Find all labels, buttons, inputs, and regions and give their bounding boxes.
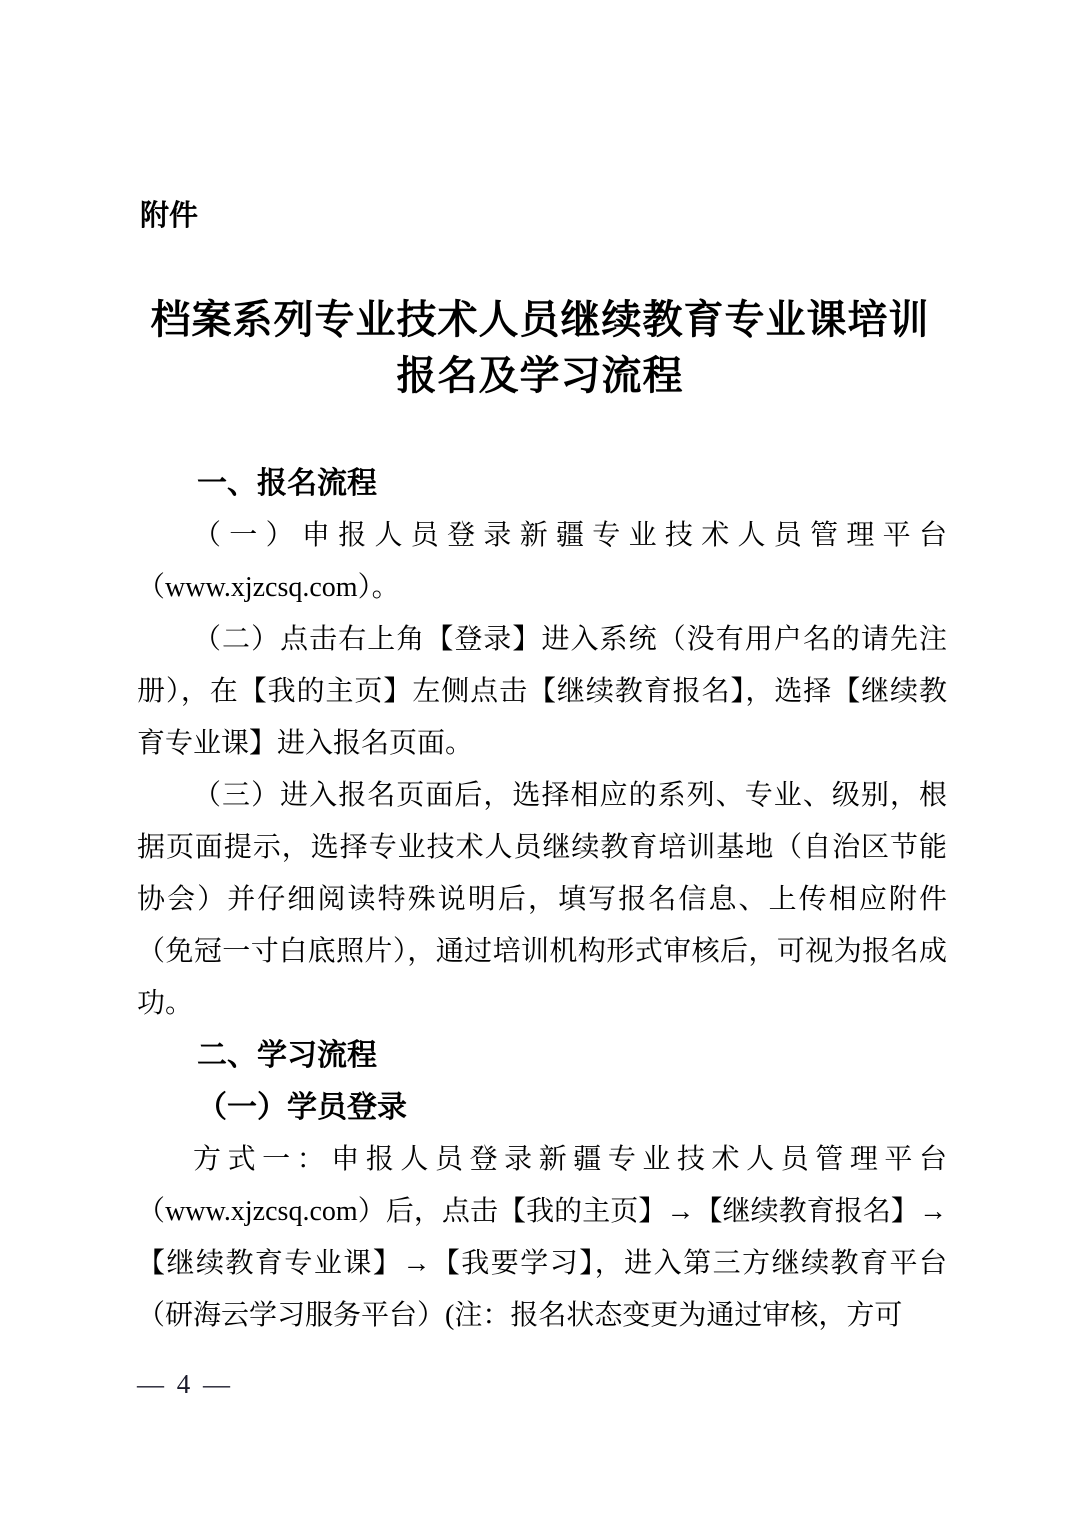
document-title-line-1: 档案系列专业技术人员继续教育专业课培训 [150,297,930,342]
attachment-label: 附件 [140,200,199,232]
page-number: — 4 — [137,1369,233,1399]
section-1-paragraph-1: （一）申报人员登录新疆专业技术人员管理平台（www.xjzcsq.com）。 [137,520,947,603]
document-title-line-2: 报名及学习流程 [396,353,684,398]
section-1-paragraph-2: （二）点击右上角【登录】进入系统（没有用户名的请先注册），在【我的主页】左侧点击【继续教育报名】，选择【继续教育专业课】进入报名页面。 [137,624,947,759]
section-1-heading: 一、报名流程 [197,467,377,500]
section-2-subheading: （一）学员登录 [197,1091,407,1124]
section-2-paragraph-1: 方式一：申报人员登录新疆专业技术人员管理平台（www.xjzcsq.com）后，点击【我的主页】→【继续教育报名】→【继续教育专业课】→【我要学习】，进入第三方继续教育平台（研海云学习服务平台）(注：报名状态变更为通过审核，方可 [137,1144,947,1331]
section-2-heading: 二、学习流程 [197,1039,377,1072]
document-body [137,458,947,1348]
document-title [0,292,1080,404]
section-1-paragraph-3: （三）进入报名页面后，选择相应的系列、专业、级别，根据页面提示，选择专业技术人员继续教育培训基地（自治区节能协会）并仔细阅读特殊说明后，填写报名信息、上传相应附件（免冠一寸白底照片），通过培训机构形式审核后，可视为报名成功。 [137,780,947,1019]
